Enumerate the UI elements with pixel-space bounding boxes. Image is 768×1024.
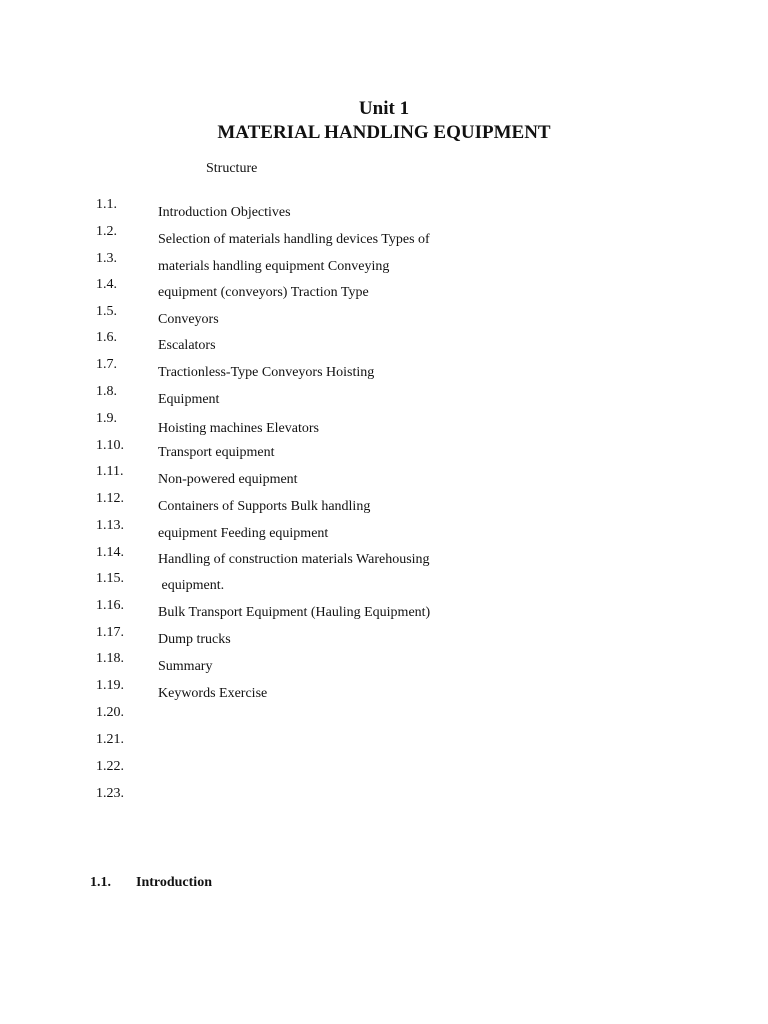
structure-number: 1.3. [96, 251, 117, 266]
structure-number: 1.12. [96, 491, 124, 506]
structure-entry: Dump trucks [158, 632, 231, 647]
structure-entry: Transport equipment [158, 445, 275, 460]
unit-number: Unit 1 [358, 98, 410, 119]
structure-number: 1.13. [96, 518, 124, 533]
structure-number: 1.8. [96, 384, 117, 399]
structure-entry: Keywords Exercise [158, 686, 268, 701]
structure-entry: Summary [158, 659, 213, 674]
structure-entry: Escalators [158, 338, 216, 353]
structure-number: 1.14. [96, 545, 124, 560]
structure-number: 1.5. [96, 304, 117, 319]
structure-entry: Equipment [158, 392, 220, 407]
structure-number: 1.19. [96, 678, 124, 693]
structure-entry: Hoisting machines Elevators [158, 421, 319, 436]
section-heading [90, 876, 212, 890]
structure-number: 1.7. [96, 357, 117, 372]
structure-label: Structure [206, 161, 258, 176]
structure-entry: Tractionless-Type Conveyors Hoisting [158, 365, 375, 380]
structure-number: 1.16. [96, 598, 124, 613]
structure-entry: equipment. [158, 578, 225, 593]
structure-entry: Non-powered equipment [158, 472, 298, 487]
structure-number: 1.2. [96, 224, 117, 239]
structure-number: 1.10. [96, 438, 124, 453]
structure-number: 1.17. [96, 625, 124, 640]
structure-entry: equipment Feeding equipment [158, 526, 329, 541]
structure-entry: materials handling equipment Conveying [158, 259, 390, 274]
structure-entry: Conveyors [158, 312, 219, 327]
structure-entry: equipment (conveyors) Traction Type [158, 285, 369, 300]
structure-number: 1.4. [96, 277, 117, 292]
structure-number: 1.21. [96, 732, 124, 747]
structure-number: 1.15. [96, 571, 124, 586]
unit-title: MATERIAL HANDLING EQUIPMENT [217, 122, 551, 143]
structure-number: 1.9. [96, 411, 117, 426]
structure-entry: Handling of construction materials Warehousing [158, 552, 430, 567]
structure-entry: Introduction Objectives [158, 205, 291, 220]
structure-entry: Selection of materials handling devices Types of [158, 232, 430, 247]
structure-entry: Containers of Supports Bulk handling [158, 499, 371, 514]
structure-number: 1.11. [96, 464, 124, 479]
structure-number: 1.23. [96, 786, 124, 801]
structure-number: 1.22. [96, 759, 124, 774]
structure-number: 1.18. [96, 651, 124, 666]
section-title: Introduction [136, 875, 212, 890]
structure-number: 1.6. [96, 330, 117, 345]
section-number: 1.1. [90, 875, 111, 890]
structure-entry: Bulk Transport Equipment (Hauling Equipment) [158, 605, 431, 620]
structure-number: 1.20. [96, 705, 124, 720]
structure-number: 1.1. [96, 197, 117, 212]
